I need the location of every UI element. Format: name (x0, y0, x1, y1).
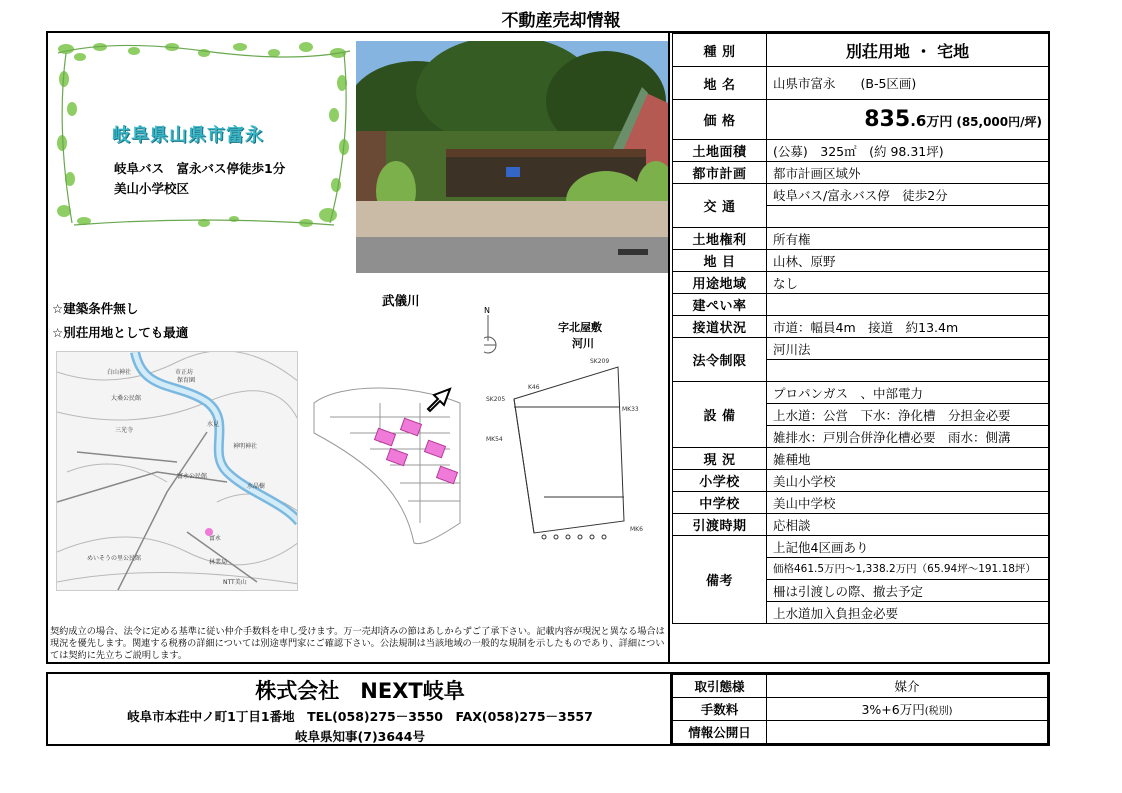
area-label-meisou: めいそうの里公民館 (87, 555, 142, 562)
rights-value: 所有権 (767, 228, 1049, 250)
type-value: 別荘用地 ・ 宅地 (767, 34, 1049, 67)
trade-mode-value: 媒介 (767, 675, 1048, 698)
address-label: 地 名 (673, 67, 767, 100)
left-panel (48, 33, 670, 662)
area-label-tominaga: 富永 (209, 535, 222, 542)
handover-label: 引渡時期 (673, 514, 767, 536)
law-value: 河川法 (767, 338, 1049, 360)
fee-tax-note: (税別) (924, 706, 953, 717)
law-label: 法令制限 (673, 338, 767, 382)
site-photo (356, 41, 668, 273)
area-label-ringyo: 林業局 (209, 559, 228, 566)
area-map (56, 351, 298, 591)
spec-table (672, 33, 1049, 624)
price-unit: 万円 (926, 115, 953, 130)
area-value: (公募) 325㎡ (約 98.31坪) (767, 140, 1049, 162)
facility-drainage: 雑排水：戸別合併浄化槽必要 雨水：側溝 (767, 426, 1049, 448)
publish-date-value (767, 721, 1048, 744)
elementary-value: 美山小学校 (767, 470, 1049, 492)
svg-text:MK33: MK33 (622, 406, 639, 413)
road-label: 接道状況 (673, 316, 767, 338)
area-label-tominaga-hall: 富永公民館 (177, 473, 208, 480)
type-label: 種 別 (673, 34, 767, 67)
fee-label: 手数料 (673, 698, 767, 721)
page-title: 不動産売却情報 (501, 11, 621, 31)
coverage-value (767, 294, 1049, 316)
svg-text:SK209: SK209 (590, 358, 610, 365)
elementary-label: 小学校 (673, 470, 767, 492)
transport-value: 岐阜バス/富永バス停 徒歩2分 (767, 184, 1049, 206)
survey-label-top: 字北屋敷 (558, 321, 602, 334)
road-value: 市道：幅員4m 接道 約13.4m (767, 316, 1049, 338)
area-label-hakusan: 白山神社 (107, 369, 132, 376)
remark-price-range: 価格461.5万円～1,338.2万円（65.94坪～191.18坪） (767, 558, 1049, 580)
survey-label-bottom: 河川 (572, 337, 594, 350)
trade-mode-label: 取引態様 (673, 675, 767, 698)
status-label: 現 況 (673, 448, 767, 470)
location-school-line: 美山小学校区 (114, 181, 190, 196)
remark-fence: 柵は引渡しの際、撤去予定 (767, 580, 1049, 602)
coverage-label: 建ぺい率 (673, 294, 767, 316)
location-bus-line: 岐阜バス 富永バス停徒歩1分 (114, 161, 286, 176)
land-category-label: 地 目 (673, 250, 767, 272)
zoning-label: 用途地域 (673, 272, 767, 294)
survey-plan (484, 301, 670, 561)
law-value-2 (767, 360, 1049, 382)
fee-amount: 3%+6万円 (861, 702, 925, 717)
remark-water-fee: 上水道加入負担金必要 (767, 602, 1049, 624)
area-label-ntt: NTT美山 (223, 579, 247, 586)
facility-label: 設 備 (673, 382, 767, 448)
company-block (48, 674, 672, 744)
area-label-shinmei: 神明神社 (233, 443, 258, 450)
svg-text:SK205: SK205 (486, 396, 506, 403)
svg-text:K46: K46 (528, 384, 540, 391)
address-value: 山県市富永 (B-5区画) (767, 67, 1049, 100)
price-per-tsubo: (85,000円/坪) (956, 115, 1042, 129)
svg-text:N: N (484, 306, 490, 315)
trade-table (672, 674, 1048, 744)
company-address: 岐阜市本荘中ノ町1丁目1番地 TEL(058)275－3550 FAX(058)275－3557 (127, 709, 593, 724)
transport-value-2 (767, 206, 1049, 228)
company-frame (46, 672, 1050, 746)
area-label-mizumi: 水見 (207, 421, 220, 428)
svg-text:MK54: MK54 (486, 436, 503, 443)
main-frame (46, 31, 1050, 664)
status-value: 雑種地 (767, 448, 1049, 470)
price-decimal: .6 (910, 112, 927, 130)
location-card (54, 39, 354, 231)
svg-text:MK6: MK6 (630, 526, 643, 533)
note-no-building-condition: ☆建築条件無し (52, 301, 139, 316)
remark-other-lots: 上記他4区画あり (767, 536, 1049, 558)
area-label-shiseibo: 市正坊 (175, 369, 194, 376)
land-category-value: 山林、原野 (767, 250, 1049, 272)
facility-water: 上水道：公営 下水：浄化槽 分担金必要 (767, 404, 1049, 426)
area-label-okuwa-hall: 大桑公民館 (111, 395, 142, 402)
rights-label: 土地権利 (673, 228, 767, 250)
area-label-sankoji: 三光寺 (115, 427, 134, 434)
junior-high-label: 中学校 (673, 492, 767, 514)
publish-date-label: 情報公開日 (673, 721, 767, 744)
city-plan-value: 都市計画区域外 (767, 162, 1049, 184)
area-label-suishoju: 水晶樹 (247, 483, 266, 490)
zoning-value: なし (767, 272, 1049, 294)
location-title: 岐阜県山県市富永 (112, 125, 264, 146)
river-label: 武儀川 (382, 293, 420, 308)
company-license: 岐阜県知事(7)3644号 (295, 729, 425, 744)
price-value (767, 100, 1049, 140)
company-name: 株式会社 NEXT岐阜 (255, 679, 465, 703)
handover-value: 応相談 (767, 514, 1049, 536)
north-arrow-icon (484, 306, 496, 353)
transport-label: 交 通 (673, 184, 767, 228)
price-label: 価 格 (673, 100, 767, 140)
junior-high-value: 美山中学校 (767, 492, 1049, 514)
price-main: 835 (864, 107, 911, 132)
facility-utility: プロパンガス 、中部電力 (767, 382, 1049, 404)
remarks-label: 備考 (673, 536, 767, 624)
area-label: 土地面積 (673, 140, 767, 162)
disclaimer-text: 契約成立の場合、法令に定める基準に従い仲介手数料を申し受けます。万一売却済みの節はあしからずご了承下さい。記載内容が現況と異なる場合は現況を優先します。関連する税務の詳細については別途専門家にご確認下さい。公法規制は当該地域の一般的な規制を示したものであり、詳細については契約に先立ちご説明します。 (50, 626, 665, 661)
fee-value (767, 698, 1048, 721)
city-plan-label: 都市計画 (673, 162, 767, 184)
lot-arrow-icon (424, 383, 460, 413)
area-label-hoikuen: 保育園 (177, 377, 196, 384)
note-villa-use: ☆別荘用地としても最適 (52, 325, 189, 340)
